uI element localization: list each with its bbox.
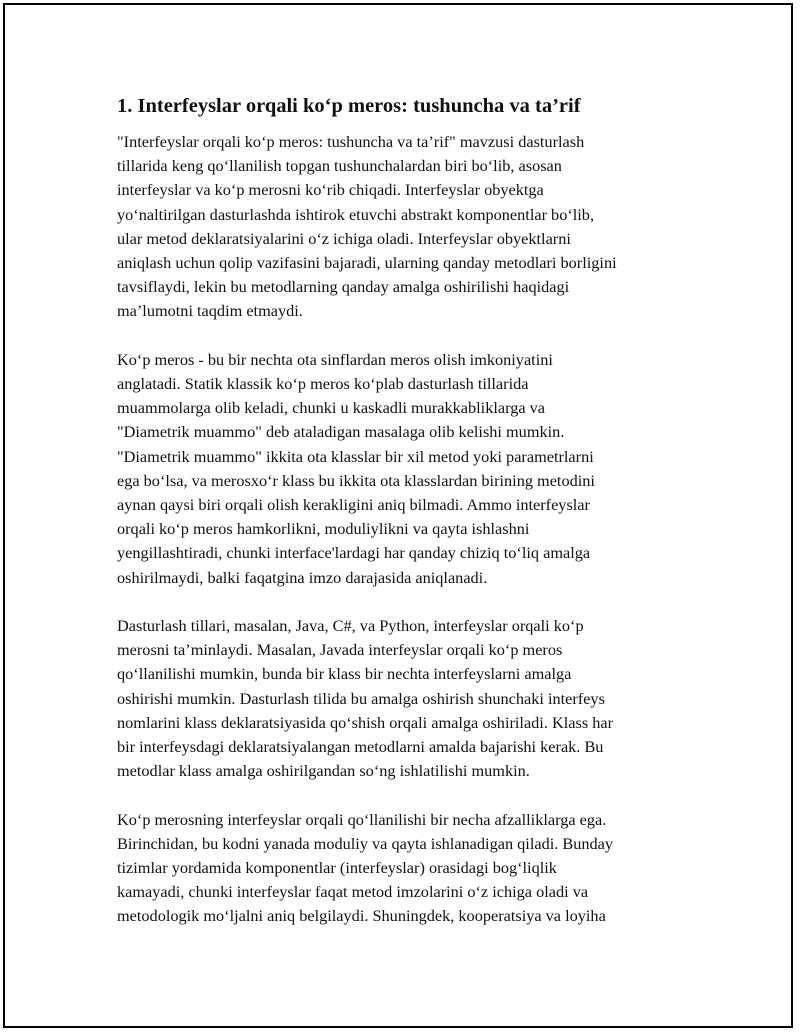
text-line: nomlarini klass deklaratsiyasida qo‘shish orqali amalga oshiriladi. Klass har [117, 712, 614, 732]
text-line: kamayadi, chunki interfeyslar faqat metod imzolarini o‘z ichiga oladi va [117, 882, 589, 902]
text-line: muammolarga olib keladi, chunki u kaskadli murakkabliklarga va [117, 398, 546, 418]
text-line: aynan qaysi biri orqali olish kerakligini aniq bilmadi. Ammo interfeyslar [117, 495, 590, 515]
paragraph-2 [117, 348, 697, 590]
paragraph-4 [117, 808, 697, 929]
text-line: anglatadi. Statik klassik ko‘p meros ko‘plab dasturlash tillarida [117, 374, 529, 394]
text-line: orqali ko‘p meros hamkorlikni, moduliylikni va qayta ishlashni [117, 519, 530, 539]
text-line: yengillashtiradi, chunki interface'lardagi har qanday chiziq to‘liq amalga [117, 543, 591, 563]
text-line: tavsiflaydi, lekin bu metodlarning qanday amalga oshirilishi haqidagi [117, 277, 570, 297]
text-line: Birinchidan, bu kodni yanada moduliy va qayta ishlanadigan qiladi. Bunday [117, 833, 614, 853]
text-line: Dasturlash tillari, masalan, Java, C#, va Python, interfeyslar orqali ko‘p [117, 616, 584, 636]
text-line: tillarida keng qo‘llanilish topgan tushunchalardan biri bo‘lib, asosan [117, 156, 562, 176]
text-line: "Diametrik muammo" deb ataladigan masalaga olib kelishi mumkin. [117, 422, 565, 442]
text-line: Ko‘p merosning interfeyslar orqali qo‘llanilishi bir necha afzalliklarga ega. [117, 809, 607, 829]
section-heading: 1. Interfeyslar orqali ko‘p meros: tushuncha va ta’rif [117, 95, 581, 117]
text-line: "Diametrik muammo" ikkita ota klasslar bir xil metod yoki parametrlarni [117, 446, 594, 466]
text-line: metodlar klass amalga oshirilgandan so‘ng ishlatilishi mumkin. [117, 761, 530, 781]
text-line: metodologik mo‘ljalni aniq belgilaydi. Shuningdek, kooperatsiya va loyiha [117, 906, 606, 926]
text-line: ega bo‘lsa, va merosxo‘r klass bu ikkita ota klasslardan birining metodini [117, 470, 595, 490]
text-line: Ko‘p meros - bu bir nechta ota sinflardan meros olish imkoniyatini [117, 349, 553, 369]
text-line: tizimlar yordamida komponentlar (interfeyslar) orasidagi bog‘liqlik [117, 858, 557, 878]
text-line: "Interfeyslar orqali ko‘p meros: tushuncha va ta’rif" mavzusi dasturlash [117, 132, 585, 151]
text-line: oshirilmaydi, balki faqatgina imzo darajasida aniqlanadi. [117, 567, 488, 587]
text-line: interfeyslar va ko‘p merosni ko‘rib chiqadi. Interfeyslar obyektga [117, 180, 544, 200]
text-line: yo‘naltirilgan dasturlashda ishtirok etuvchi abstrakt komponentlar bo‘lib, [117, 204, 595, 224]
paragraph-1 [117, 130, 697, 324]
text-line: aniqlash uchun qolip vazifasini bajaradi, ularning qanday metodlari borligini [117, 253, 617, 273]
document-body [117, 92, 697, 953]
text-line: ma’lumotni taqdim etmaydi. [117, 301, 303, 321]
text-line: oshirishi mumkin. Dasturlash tilida bu amalga oshirish shunchaki interfeys [117, 688, 605, 708]
text-line: merosni ta’minlaydi. Masalan, Javada interfeyslar orqali ko‘p meros [117, 640, 563, 660]
text-line: qo‘llanilishi mumkin, bunda bir klass bir nechta interfeyslarni amalga [117, 664, 572, 684]
paragraph-3 [117, 614, 697, 783]
text-line: bir interfeysdagi deklaratsiyalangan metodlarni amalda bajarishi kerak. Bu [117, 737, 604, 757]
text-line: ular metod deklaratsiyalarini o‘z ichiga oladi. Interfeyslar obyektlarni [117, 228, 571, 248]
